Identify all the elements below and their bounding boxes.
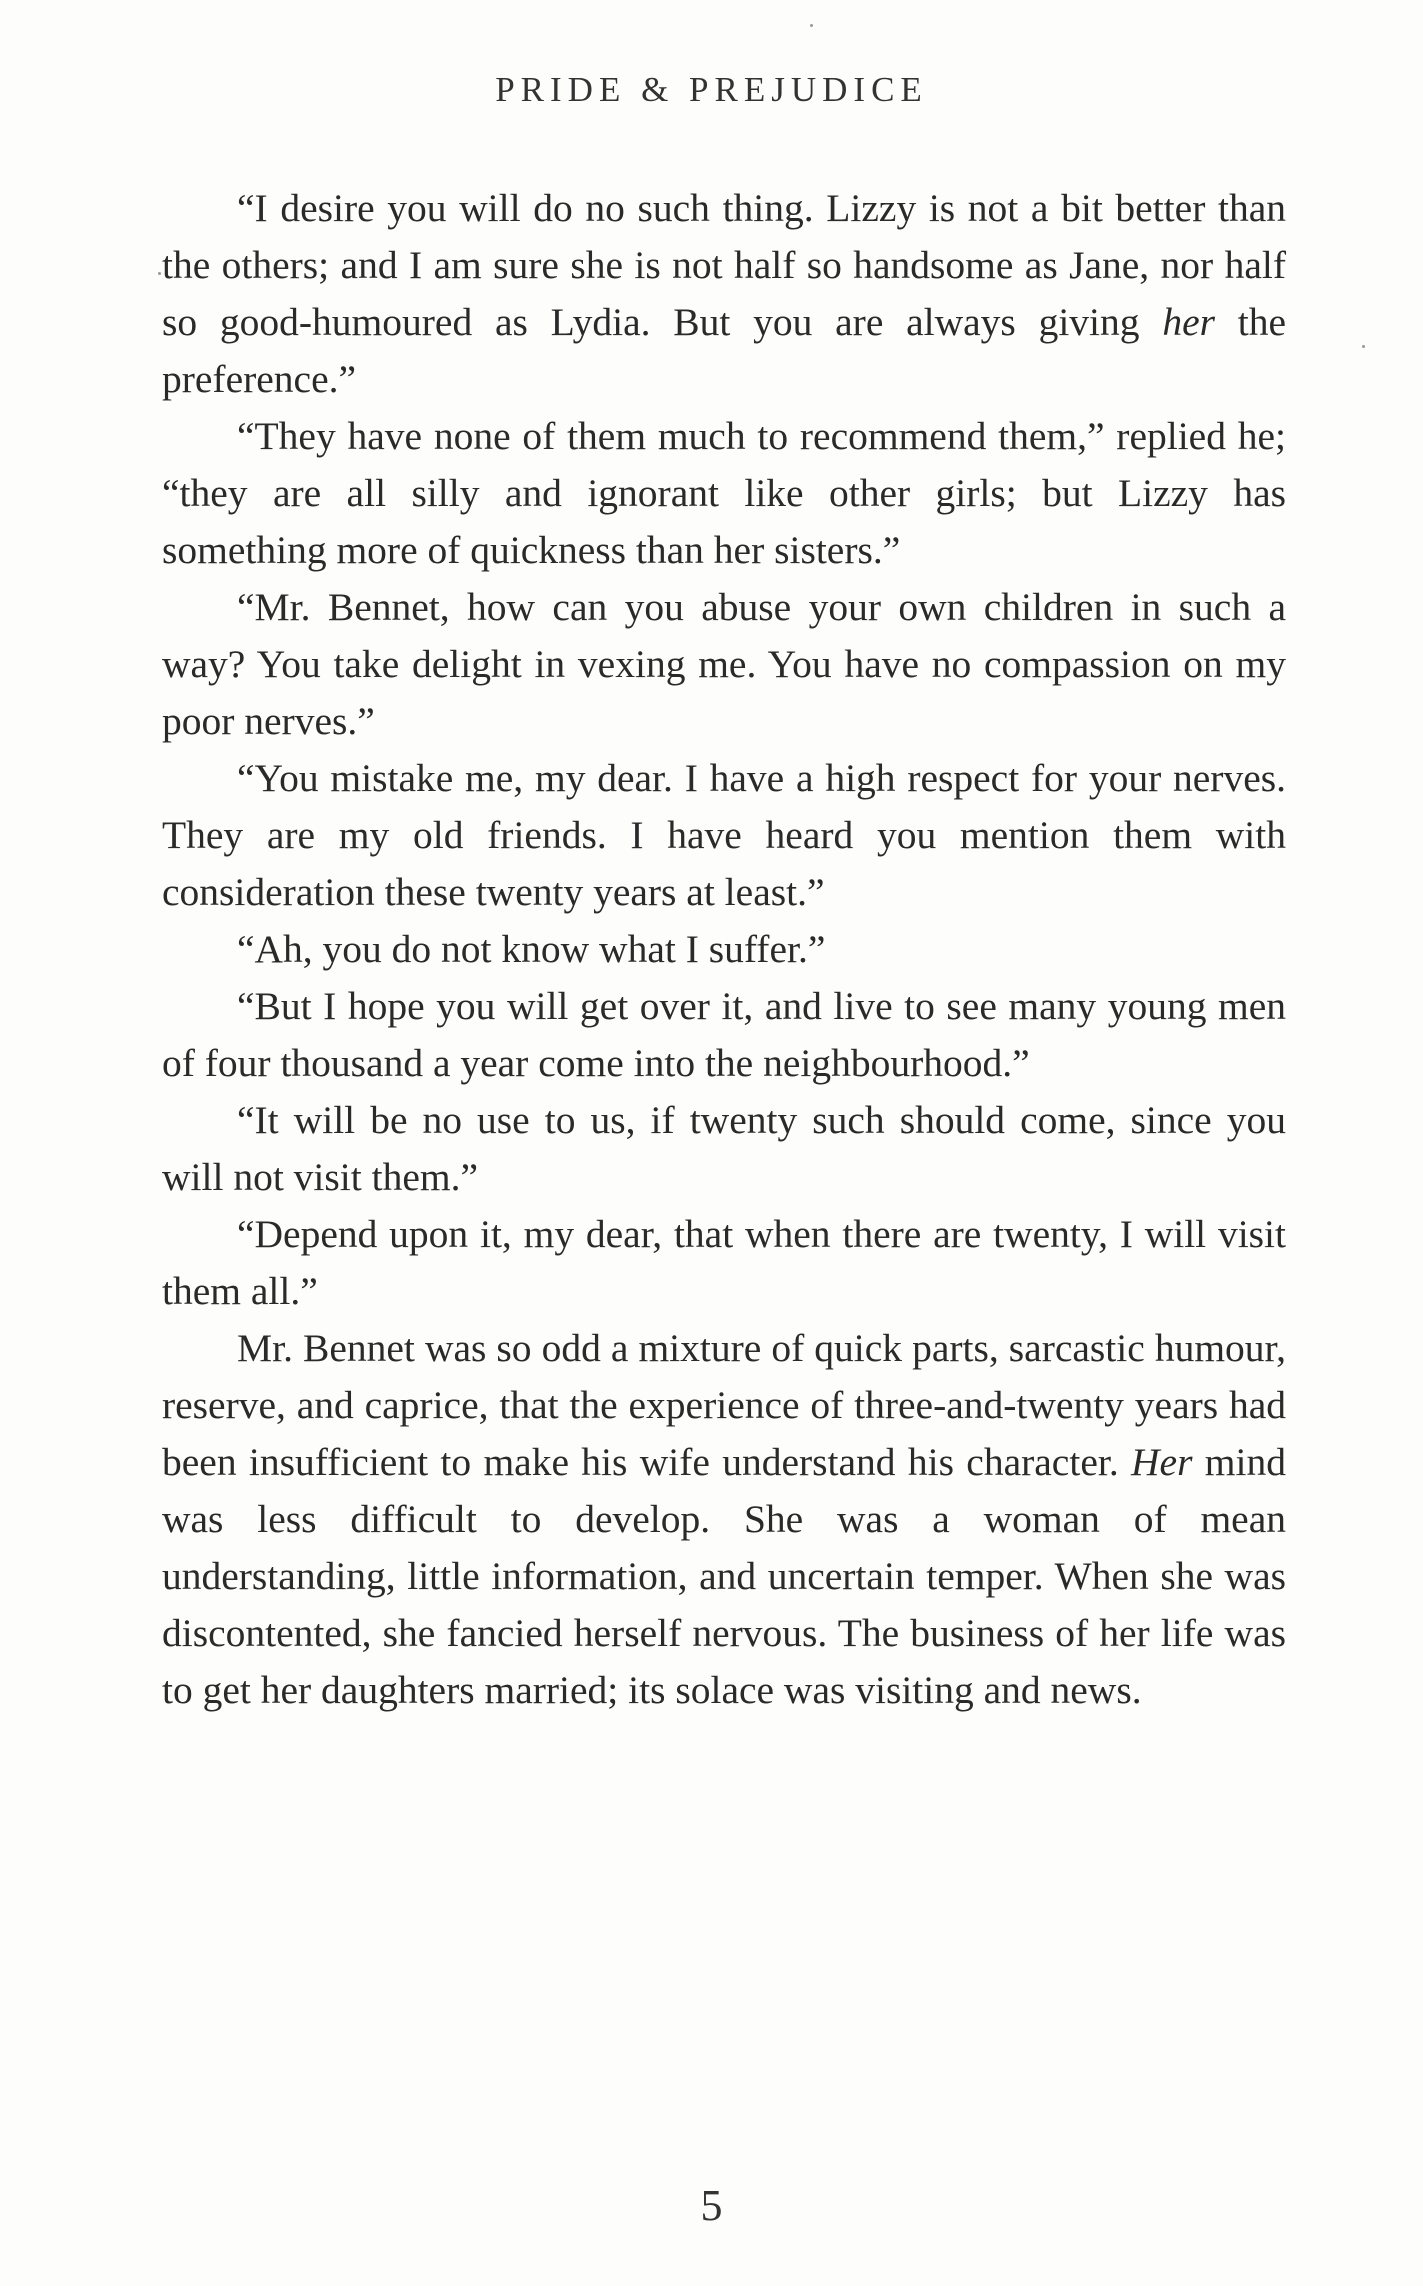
emphasis-text: Her (1131, 1440, 1193, 1484)
paragraph: “You mistake me, my dear. I have a high respect for your nerves. They are my old friends. I have heard you mention them with consideration these twenty years at least.” (162, 756, 1286, 914)
paragraph (162, 1320, 1286, 1719)
paragraph-text: the preference.” (162, 300, 1286, 401)
emphasis-text: her (1162, 300, 1215, 344)
page-speck (810, 24, 813, 27)
paragraph-text: “I desire you will do no such thing. Lizzy is not a bit better than the others; and I am sure she is not half so handsome as Jane, nor half so good-humoured as Lydia. But you are always giving (162, 186, 1286, 344)
paragraph: “But I hope you will get over it, and live to see many young men of four thousand a year come into the neighbourhood.” (162, 984, 1286, 1085)
page-speck (158, 272, 161, 275)
paragraph: “Ah, you do not know what I suffer.” (237, 927, 826, 971)
paragraph: “They have none of them much to recommend them,” replied he; “they are all silly and ignorant like other girls; but Lizzy has something more of quickness than her sisters.” (162, 414, 1286, 572)
page-number: 5 (700, 2181, 723, 2230)
paragraph (162, 180, 1286, 408)
body-text (162, 180, 1286, 1719)
paragraph-text: mind was less difficult to develop. She was a woman of mean understanding, little information, and uncertain temper. When she was discontented, she fancied herself nervous. The business of her life was to get her daughters married; its solace was visiting and news. (162, 1440, 1286, 1712)
paragraph-text: Mr. Bennet was so odd a mixture of quick parts, sarcastic humour, reserve, and caprice, that the experience of three-and-twenty years had been insufficient to make his wife understand his character. (162, 1326, 1286, 1484)
paragraph: “Depend upon it, my dear, that when there are twenty, I will visit them all.” (162, 1212, 1286, 1313)
page-speck (1362, 345, 1365, 348)
running-head: PRIDE & PREJUDICE (495, 70, 928, 109)
paragraph: “Mr. Bennet, how can you abuse your own children in such a way? You take delight in vexing me. You have no compassion on my poor nerves.” (162, 585, 1286, 743)
paragraph: “It will be no use to us, if twenty such should come, since you will not visit them.” (162, 1098, 1286, 1199)
